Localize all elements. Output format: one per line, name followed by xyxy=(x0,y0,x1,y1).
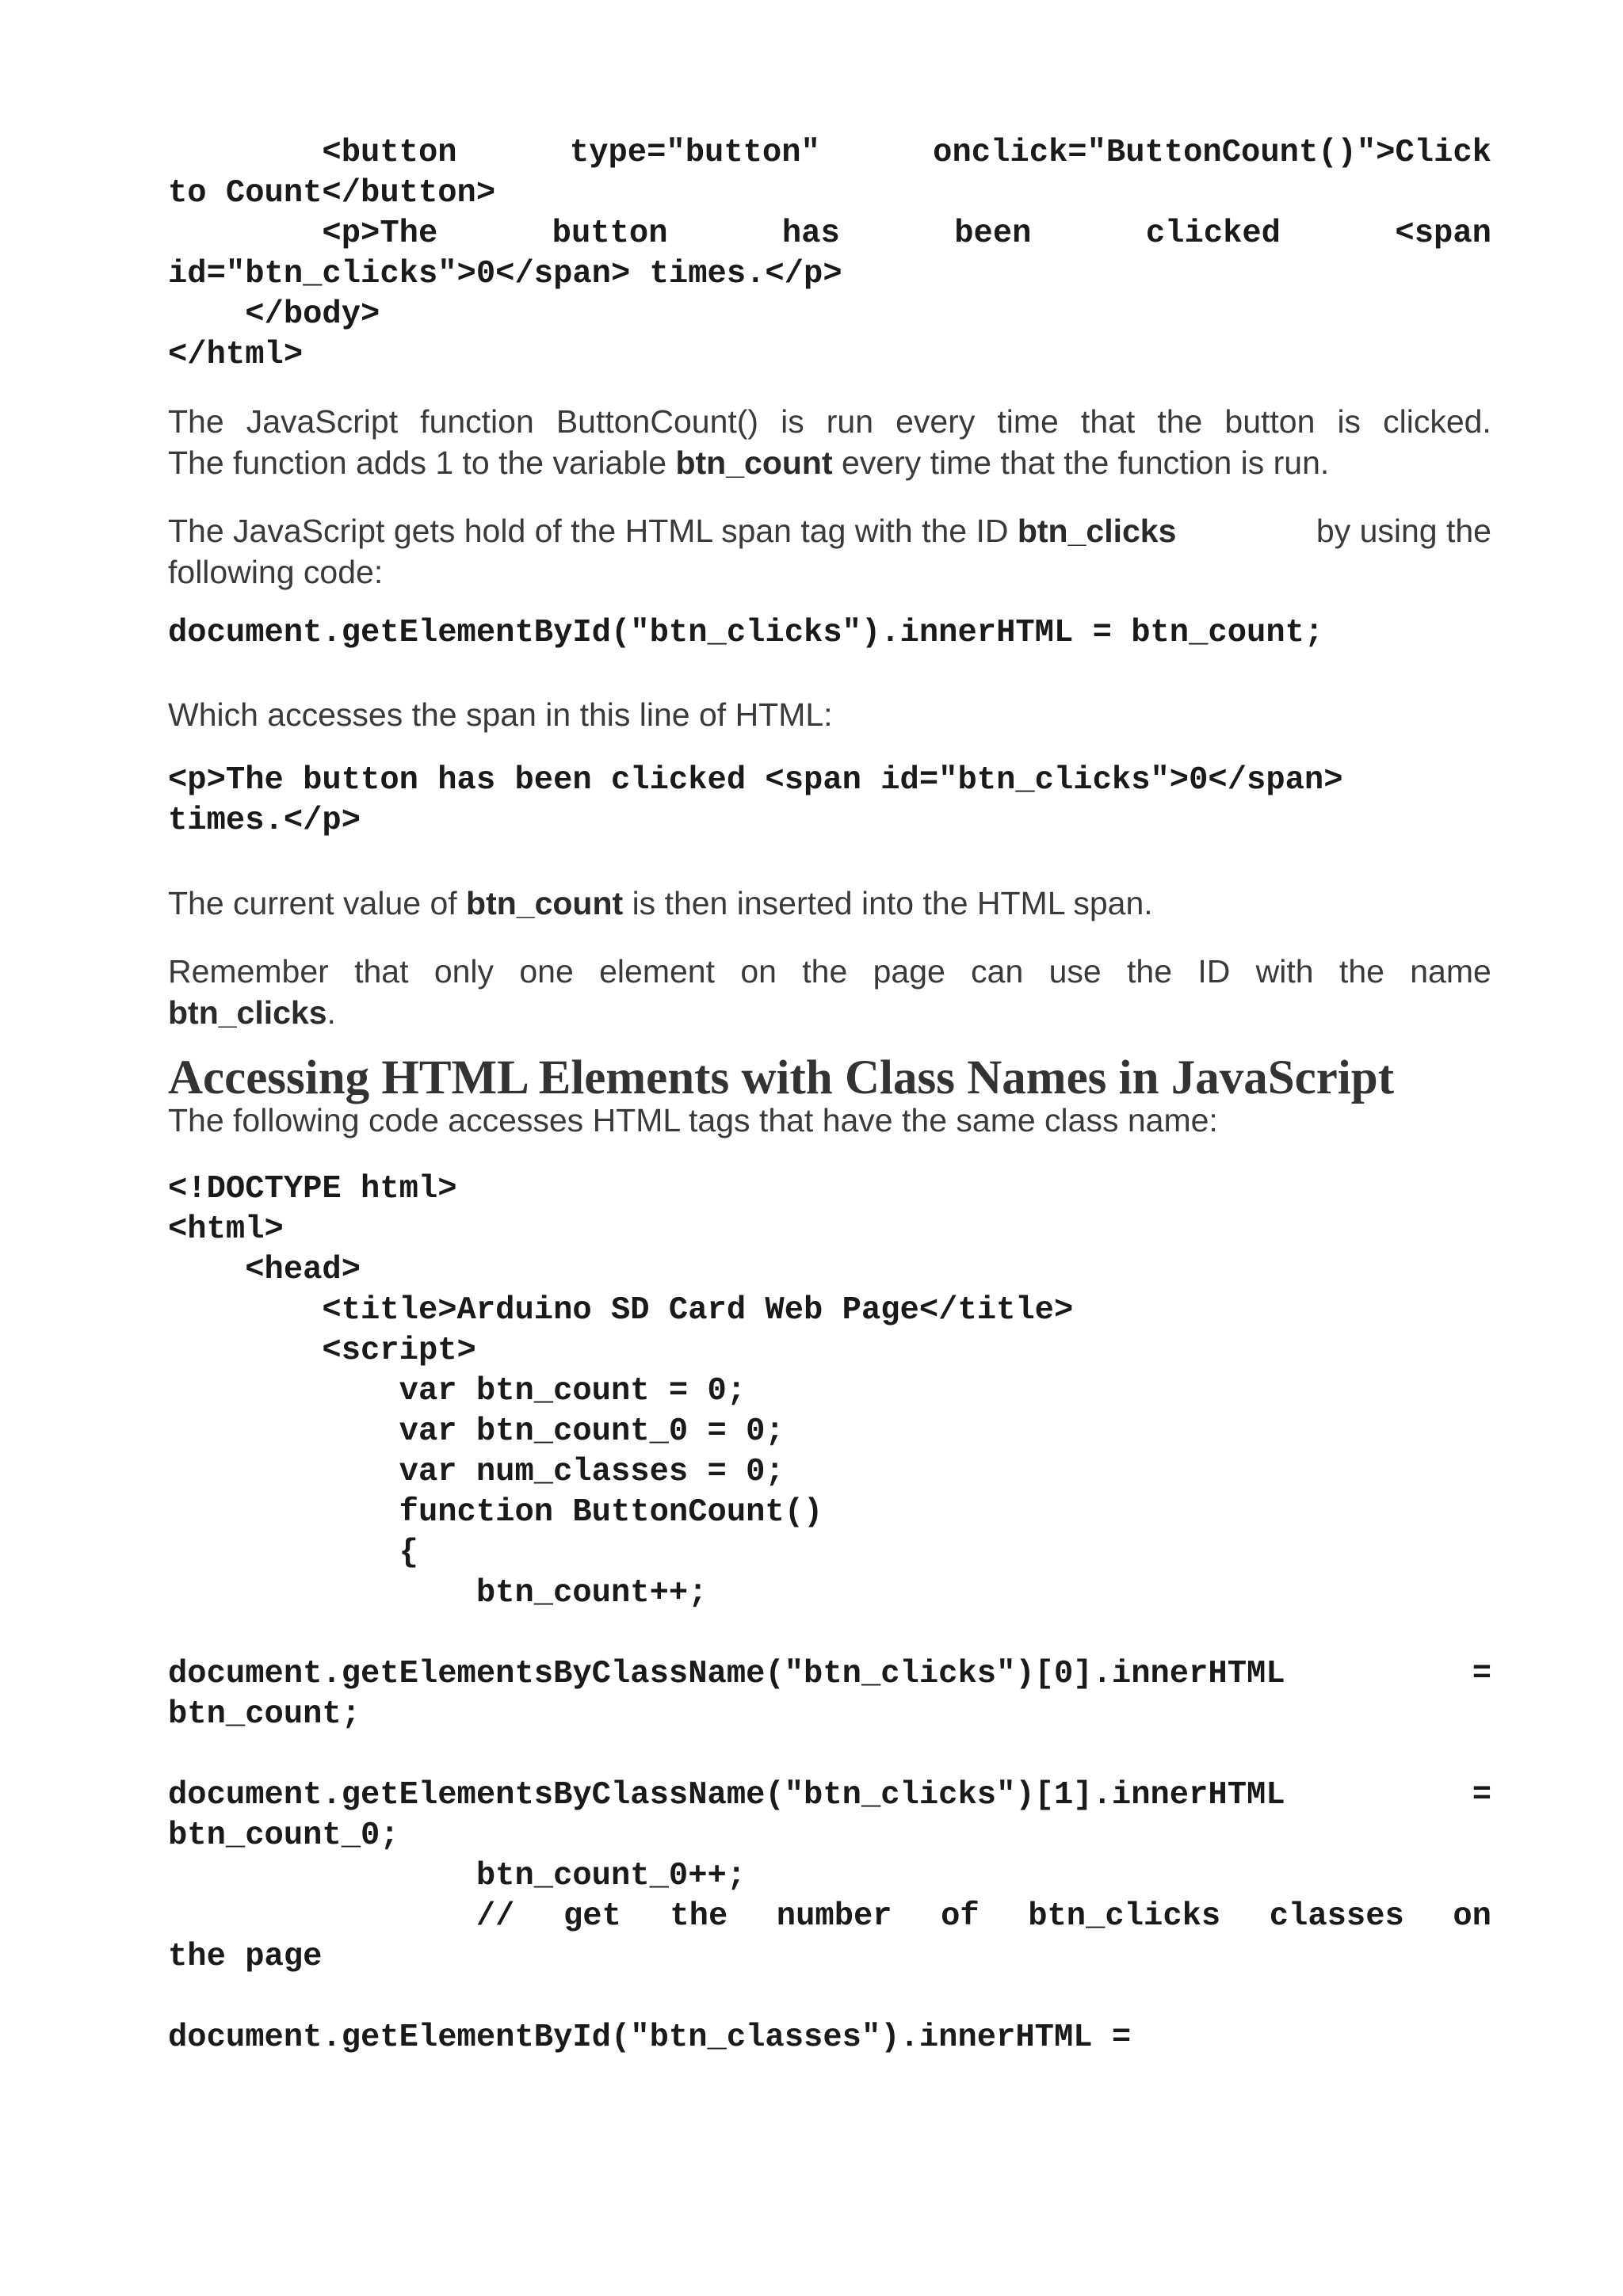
word: element xyxy=(599,953,715,990)
paragraph-remember-id xyxy=(168,951,1491,1033)
code-line: the page xyxy=(168,1939,323,1975)
text-line: following code: xyxy=(168,554,384,590)
code-token: classes xyxy=(1269,1898,1404,1935)
word: use xyxy=(1048,953,1102,990)
code-line: btn_count; xyxy=(168,1696,361,1733)
code-token: document.getElementsByClassName("btn_clicks")[0].innerHTML xyxy=(168,1656,1285,1692)
code-token: type="button" xyxy=(569,135,820,171)
code-line: <p>The button has been clicked <span id="btn_clicks">0</span> xyxy=(168,762,1343,799)
code-block-span-line xyxy=(168,761,1491,841)
code-token: = xyxy=(1472,1656,1491,1692)
word: that xyxy=(1080,403,1136,440)
code-line: btn_count++; xyxy=(168,1575,708,1611)
code-line xyxy=(168,133,1491,174)
text-line xyxy=(168,510,1491,551)
code-token: // xyxy=(168,1898,515,1935)
text-line: The following code accesses HTML tags that have the same class name: xyxy=(168,1102,1218,1138)
paragraph-buttoncount-explanation xyxy=(168,401,1491,483)
code-line: times.</p> xyxy=(168,803,361,839)
code-token: btn_clicks xyxy=(1028,1898,1221,1935)
code-line: </html> xyxy=(168,337,304,373)
bold-term: btn_clicks xyxy=(168,994,327,1031)
blank-line xyxy=(168,1978,1491,2018)
text-line xyxy=(168,992,1491,1033)
word: name xyxy=(1410,953,1491,990)
code-token: onclick="ButtonCount()">Click xyxy=(933,135,1491,171)
code-line xyxy=(168,1897,1491,1937)
code-line: function ButtonCount() xyxy=(168,1494,823,1531)
word: one xyxy=(519,953,574,990)
code-block-class-names-example xyxy=(168,1169,1491,2058)
code-token: clicked xyxy=(1145,215,1281,252)
text-run: by using the xyxy=(1307,513,1491,549)
code-line: document.getElementById("btn_clicks").innerHTML = btn_count; xyxy=(168,615,1324,651)
word: on xyxy=(740,953,777,990)
code-line xyxy=(168,1654,1491,1695)
section-heading: Accessing HTML Elements with Class Names in JavaScript xyxy=(168,1051,1395,1104)
code-line: var btn_count = 0; xyxy=(168,1373,747,1409)
code-token: the xyxy=(670,1898,728,1935)
word: with xyxy=(1255,953,1314,990)
text-run: The current value of xyxy=(168,885,467,921)
code-token: of xyxy=(941,1898,980,1935)
paragraph-accesses-span xyxy=(168,694,1491,735)
word: the xyxy=(802,953,848,990)
word: Remember xyxy=(168,953,329,990)
word: the xyxy=(1127,953,1173,990)
code-line: btn_count_0++; xyxy=(168,1858,747,1894)
word: function xyxy=(420,403,534,440)
bold-term: btn_count xyxy=(466,885,624,921)
text-run: every time that the function is run. xyxy=(832,444,1330,481)
code-line: id="btn_clicks">0</span> times.</p> xyxy=(168,256,842,292)
code-token: get xyxy=(563,1898,621,1935)
code-token: <button xyxy=(168,135,457,171)
text-line xyxy=(168,883,1491,924)
code-block-getelementbyid xyxy=(168,613,1491,654)
word: the xyxy=(1157,403,1203,440)
text-run: is then inserted into the HTML span. xyxy=(623,885,1153,921)
bold-term: btn_count xyxy=(675,444,833,481)
word: every xyxy=(896,403,976,440)
paragraph-current-value xyxy=(168,883,1491,924)
code-token: = xyxy=(1472,1777,1491,1814)
code-line: <!DOCTYPE html> xyxy=(168,1171,457,1207)
text-run: The function adds 1 to the variable xyxy=(168,444,676,481)
word: is xyxy=(1337,403,1361,440)
code-line: var btn_count_0 = 0; xyxy=(168,1413,785,1450)
word: the xyxy=(1338,953,1384,990)
word: time xyxy=(997,403,1059,440)
word: only xyxy=(433,953,495,990)
code-block-html-body-end xyxy=(168,133,1491,376)
code-line: document.getElementById("btn_classes").innerHTML = xyxy=(168,2019,1132,2056)
code-line: </body> xyxy=(168,296,380,333)
code-line: <title>Arduino SD Card Web Page</title> xyxy=(168,1292,1074,1329)
code-line: { xyxy=(168,1535,418,1571)
code-line: var num_classes = 0; xyxy=(168,1454,785,1490)
text-run: . xyxy=(327,994,336,1031)
code-token: <p>The xyxy=(168,215,438,252)
word: JavaScript xyxy=(246,403,399,440)
code-token: <span xyxy=(1395,215,1491,252)
text-line xyxy=(168,442,1491,483)
document-page xyxy=(168,133,1491,2058)
word: ID xyxy=(1197,953,1231,990)
text-line xyxy=(168,401,1491,442)
code-token: number xyxy=(776,1898,892,1935)
word: button xyxy=(1224,403,1316,440)
code-token: been xyxy=(954,215,1032,252)
text-line xyxy=(168,951,1491,992)
word: The xyxy=(168,403,224,440)
code-line: btn_count_0; xyxy=(168,1817,399,1854)
code-line xyxy=(168,1775,1491,1816)
word: is xyxy=(781,403,804,440)
paragraph-span-access xyxy=(168,510,1491,593)
text-run: The JavaScript gets hold of the HTML span tag with the ID xyxy=(168,513,1018,549)
code-line xyxy=(168,214,1491,254)
code-line: <html> xyxy=(168,1211,284,1248)
text-line: Which accesses the span in this line of HTML: xyxy=(168,696,833,733)
code-token: has xyxy=(781,215,840,252)
word: page xyxy=(873,953,945,990)
blank-line xyxy=(168,1735,1491,1775)
code-token: on xyxy=(1453,1898,1491,1935)
text-run xyxy=(168,510,1176,551)
code-token: button xyxy=(552,215,668,252)
word: that xyxy=(354,953,409,990)
code-line: <head> xyxy=(168,1252,361,1288)
blank-line xyxy=(168,1614,1491,1654)
word: run xyxy=(826,403,874,440)
word: ButtonCount() xyxy=(556,403,759,440)
code-token: document.getElementsByClassName("btn_clicks")[1].innerHTML xyxy=(168,1777,1285,1814)
code-line: <script> xyxy=(168,1333,476,1369)
word: clicked. xyxy=(1383,403,1491,440)
code-line: to Count</button> xyxy=(168,175,496,212)
word: can xyxy=(971,953,1024,990)
bold-term: btn_clicks xyxy=(1017,513,1177,549)
